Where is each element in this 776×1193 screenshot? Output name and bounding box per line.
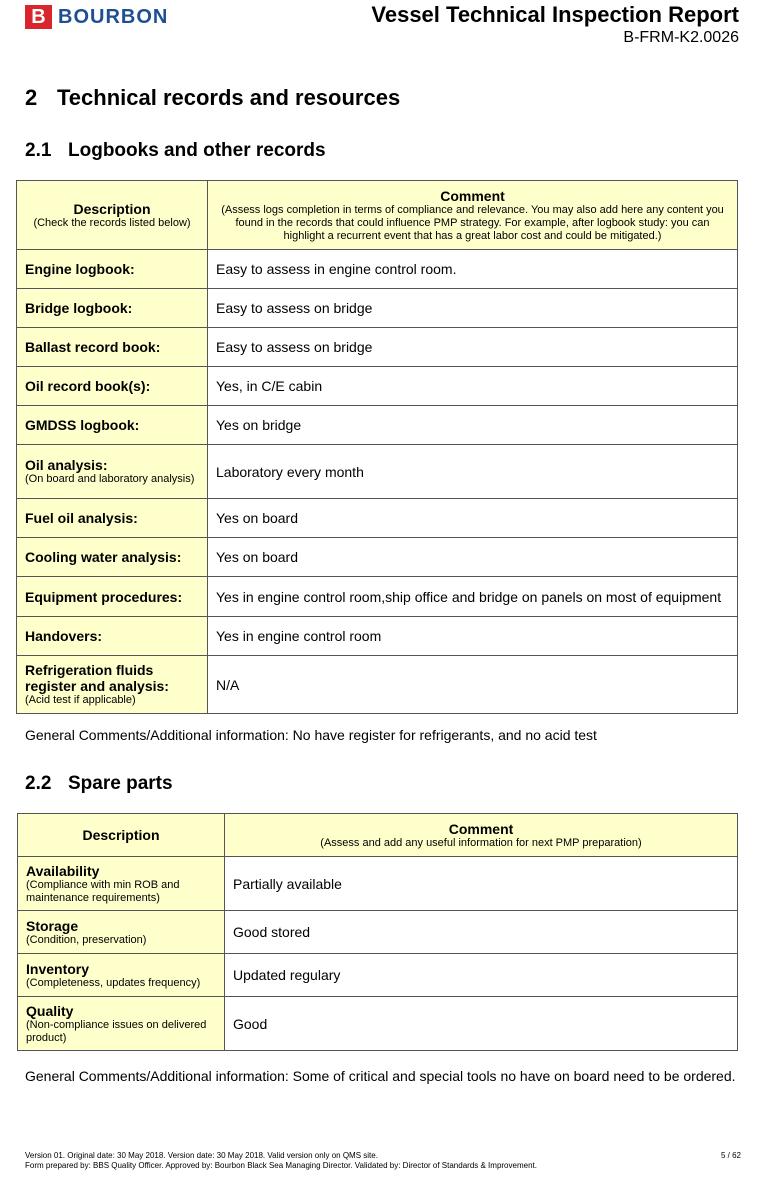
row-label-sub: (Completeness, updates frequency) — [26, 976, 201, 989]
row-value: Yes on board — [208, 538, 738, 577]
row-label-text: Quality — [26, 1002, 74, 1019]
table-row — [17, 577, 738, 617]
section-heading — [25, 85, 400, 111]
logbooks-general-comments: General Comments/Additional information: No have register for refrigerants, and no acid test — [25, 727, 597, 743]
page-footer — [25, 1151, 741, 1171]
logbooks-col1-sub: (Check the records listed below) — [33, 216, 191, 229]
row-value: Easy to assess in engine control room. — [208, 250, 738, 289]
logbooks-col1-title: Description — [73, 200, 151, 217]
row-value: Laboratory every month — [208, 445, 738, 499]
row-label: Cooling water analysis: — [17, 538, 208, 577]
row-label: Fuel oil analysis: — [17, 499, 208, 538]
logbooks-heading — [25, 140, 326, 162]
section-number: 2 — [25, 85, 38, 110]
spare-col2-sub: (Assess and add any useful information for next PMP preparation) — [320, 836, 642, 849]
row-label-sub: (Non-compliance issues on delivered product) — [26, 1018, 207, 1044]
table-row — [17, 250, 738, 289]
row-label — [18, 911, 225, 954]
row-value: N/A — [208, 656, 738, 714]
report-code: B-FRM-K2.0026 — [623, 29, 739, 46]
row-label: Bridge logbook: — [17, 289, 208, 328]
row-value: Easy to assess on bridge — [208, 328, 738, 367]
row-value: Partially available — [225, 857, 738, 911]
spare-col-description: Description — [18, 814, 225, 857]
row-label-sub: (On board and laboratory analysis) — [25, 473, 195, 485]
spare-parts-title: Spare parts — [68, 773, 173, 794]
row-value: Yes, in C/E cabin — [208, 367, 738, 406]
logbooks-col2-title: Comment — [440, 187, 505, 204]
row-label: Handovers: — [17, 617, 208, 656]
table-row — [18, 857, 738, 911]
row-label-text: Refrigeration fluids register and analysis: — [25, 662, 169, 694]
row-value: Yes in engine control room — [208, 617, 738, 656]
row-label-text: Storage — [26, 917, 79, 934]
spare-parts-general-comments: General Comments/Additional information: Some of critical and special tools no have on board need to be ordered. — [25, 1068, 736, 1084]
row-label: GMDSS logbook: — [17, 406, 208, 445]
table-row — [17, 656, 738, 714]
row-value: Easy to assess on bridge — [208, 289, 738, 328]
table-row — [18, 997, 738, 1051]
logo-mark-icon: B — [25, 5, 52, 29]
row-label-sub: (Compliance with min ROB and maintenance requirements) — [26, 878, 180, 904]
spare-parts-number: 2.2 — [25, 773, 52, 794]
row-label-text: Inventory — [26, 960, 90, 977]
table-row — [17, 499, 738, 538]
logbooks-number: 2.1 — [25, 140, 52, 161]
row-label — [18, 857, 225, 911]
row-label: Oil record book(s): — [17, 367, 208, 406]
row-label-sub: (Condition, preservation) — [26, 933, 147, 946]
footer-line-2: Form prepared by: BBS Quality Officer. Approved by: Bourbon Black Sea Managing Director. Validated by: Director of Standards & Improvement. — [25, 1161, 537, 1170]
table-row — [17, 289, 738, 328]
table-row — [17, 367, 738, 406]
spare-parts-table-header — [18, 814, 738, 857]
table-row — [17, 406, 738, 445]
spare-col-comment — [225, 814, 738, 857]
spare-col2-title: Comment — [448, 820, 514, 837]
logbooks-col-description — [17, 181, 208, 250]
logbooks-title: Logbooks and other records — [68, 140, 326, 161]
logbooks-table-header — [17, 181, 738, 250]
table-row — [17, 617, 738, 656]
row-label-text: Availability — [26, 862, 100, 879]
row-value: Yes on board — [208, 499, 738, 538]
footer-line-1: Version 01. Original date: 30 May 2018. Version date: 30 May 2018. Valid version only on QMS site. — [25, 1151, 378, 1160]
row-label — [18, 954, 225, 997]
logbooks-col-comment — [208, 181, 738, 250]
spare-parts-table — [17, 813, 738, 1051]
report-title: Vessel Technical Inspection Report — [371, 2, 739, 27]
section-title: Technical records and resources — [57, 85, 401, 110]
row-label: Engine logbook: — [17, 250, 208, 289]
row-label: Ballast record book: — [17, 328, 208, 367]
table-row — [17, 445, 738, 499]
logbooks-col2-sub: (Assess logs completion in terms of compliance and relevance. You may also add here any content you found in the records that could influence PMP strategy. For example, after logbook study: you can highlight a recurrent event that has a great labor cost and could be mitigated.) — [221, 203, 724, 242]
table-row — [18, 954, 738, 997]
spare-parts-heading — [25, 773, 173, 795]
row-value: Updated regulary — [225, 954, 738, 997]
page-number: 5 / 62 — [720, 1151, 741, 1160]
table-row — [17, 538, 738, 577]
logbooks-table — [16, 180, 738, 714]
row-label — [17, 656, 208, 714]
row-value: Good stored — [225, 911, 738, 954]
logo-text: BOURBON — [58, 5, 169, 28]
row-label: Equipment procedures: — [17, 577, 208, 617]
row-label-text: Oil analysis: — [25, 457, 108, 473]
table-row — [18, 911, 738, 954]
row-value: Good — [225, 997, 738, 1051]
row-value: Yes in engine control room,ship office and bridge on panels on most of equipment — [208, 577, 738, 617]
row-value: Yes on bridge — [208, 406, 738, 445]
table-row — [17, 328, 738, 367]
row-label-sub: (Acid test if applicable) — [25, 694, 136, 706]
page-header — [0, 0, 776, 50]
row-label — [17, 445, 208, 499]
row-label — [18, 997, 225, 1051]
bourbon-logo — [25, 5, 168, 29]
